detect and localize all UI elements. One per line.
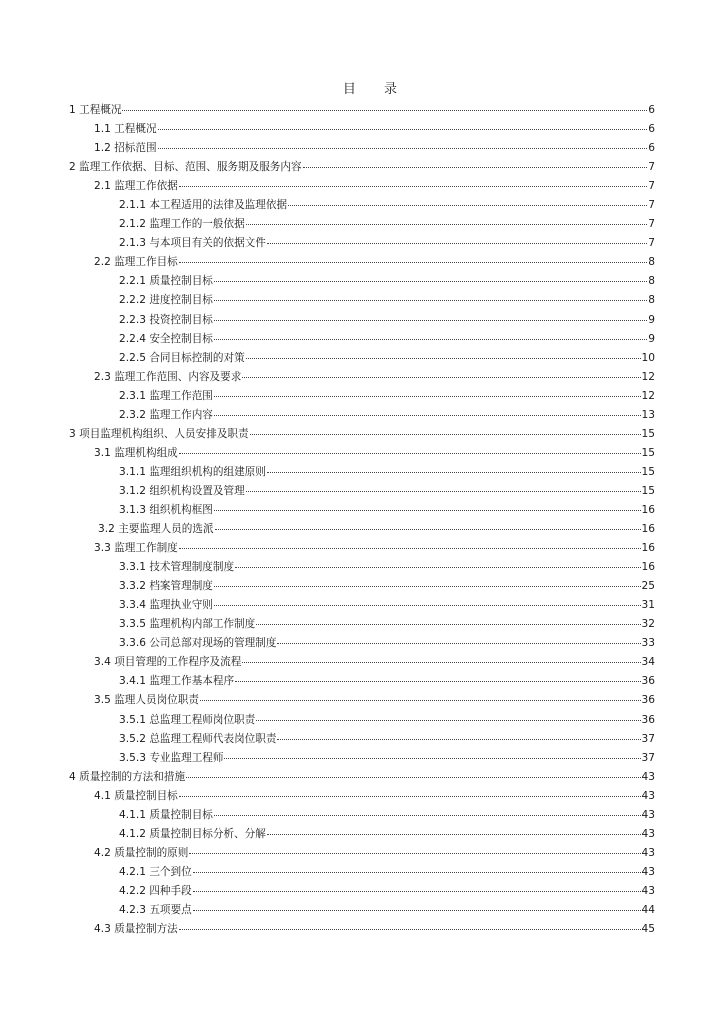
- toc-dot-leader: [193, 909, 641, 911]
- toc-page-number: 43: [641, 770, 655, 783]
- toc-entry[interactable]: [0, 215, 724, 234]
- toc-entry-title: 3.1.1 监理组织机构的组建原则: [119, 465, 266, 478]
- toc-dot-leader: [214, 280, 647, 282]
- toc-dot-leader: [256, 623, 640, 625]
- toc-entry[interactable]: [0, 711, 724, 730]
- toc-entry[interactable]: [0, 730, 724, 749]
- toc-page-number: 34: [641, 656, 655, 669]
- toc-entry[interactable]: [0, 920, 724, 939]
- toc-entry[interactable]: [0, 177, 724, 196]
- toc-entry-title: 3.1 监理机构组成: [94, 446, 178, 459]
- toc-page-number: 7: [648, 218, 655, 231]
- toc-entry-title: 3.4 项目管理的工作程序及流程: [94, 656, 242, 669]
- toc-page-number: 43: [641, 846, 655, 859]
- toc-entry[interactable]: [0, 615, 724, 634]
- toc-entry[interactable]: [0, 139, 724, 158]
- toc-entry[interactable]: [0, 253, 724, 272]
- toc-entry[interactable]: [0, 577, 724, 596]
- toc-entry[interactable]: [0, 901, 724, 920]
- toc-entry-title: 3.4.1 监理工作基本程序: [119, 675, 235, 688]
- toc-entry-title: 3.5.3 专业监理工程师: [119, 751, 224, 764]
- toc-page-number: 7: [648, 237, 655, 250]
- toc-page-number: 36: [641, 694, 655, 707]
- toc-dot-leader: [214, 414, 641, 416]
- toc-page-number: 13: [641, 408, 655, 421]
- toc-entry[interactable]: [0, 330, 724, 349]
- toc-entry-title: 4.2.2 四种手段: [119, 884, 192, 897]
- toc-page-number: 6: [648, 104, 655, 116]
- toc-entry-title: 4 质量控制的方法和措施: [69, 770, 186, 783]
- toc-entry-title: 4.1 质量控制目标: [94, 789, 178, 802]
- toc-dot-leader: [122, 109, 647, 111]
- toc-entry-title: 4.2 质量控制的原则: [94, 846, 189, 859]
- toc-page-number: 37: [641, 751, 655, 764]
- toc-entry[interactable]: [0, 558, 724, 577]
- toc-entry[interactable]: [0, 101, 724, 120]
- toc-entry-title: 2.1 监理工作依据: [94, 180, 178, 193]
- toc-entry-title: 4.1.1 质量控制目标: [119, 808, 213, 821]
- toc-entry[interactable]: [0, 463, 724, 482]
- toc-dot-leader: [214, 319, 647, 321]
- toc-page-number: 16: [641, 503, 655, 516]
- toc-entry[interactable]: [0, 787, 724, 806]
- toc-entry[interactable]: [0, 272, 724, 291]
- toc-entry-title: 2.1.3 与本项目有关的依据文件: [119, 237, 266, 250]
- toc-dot-leader: [179, 547, 641, 549]
- toc-entry-title: 3.2 主要监理人员的选派: [98, 523, 214, 536]
- toc-page-number: 43: [641, 789, 655, 802]
- toc-entry-title: 2.3.2 监理工作内容: [119, 408, 213, 421]
- toc-dot-leader: [179, 261, 647, 263]
- toc-entry[interactable]: [0, 844, 724, 863]
- toc-dot-leader: [256, 719, 640, 721]
- toc-entry-title: 2.1.2 监理工作的一般依据: [119, 218, 245, 231]
- toc-dot-leader: [179, 928, 641, 930]
- toc-entry[interactable]: [0, 520, 724, 539]
- toc-entry[interactable]: [0, 768, 724, 787]
- toc-page-number: 43: [641, 827, 655, 840]
- toc-dot-leader: [214, 338, 647, 340]
- toc-page-number: 8: [648, 275, 655, 288]
- toc-entry-title: 1.1 工程概况: [94, 123, 157, 136]
- toc-entry-title: 2.2.3 投资控制目标: [119, 313, 213, 326]
- toc-dot-leader: [267, 242, 647, 244]
- toc-page-number: 9: [648, 332, 655, 345]
- toc-dot-leader: [193, 871, 641, 873]
- toc-entry[interactable]: [0, 406, 724, 425]
- toc-dot-leader: [189, 852, 640, 854]
- toc-entry[interactable]: [0, 501, 724, 520]
- toc-dot-leader: [242, 376, 640, 378]
- toc-entry-title: 2.2.2 进度控制目标: [119, 294, 213, 307]
- toc-page-number: 7: [648, 161, 655, 174]
- toc-entry-title: 2.3 监理工作范围、内容及要求: [94, 370, 242, 383]
- toc-dot-leader: [179, 452, 641, 454]
- toc-entry[interactable]: [0, 634, 724, 653]
- toc-dot-leader: [193, 890, 641, 892]
- toc-entry[interactable]: [0, 863, 724, 882]
- toc-page-number: 15: [641, 484, 655, 497]
- toc-entry-title: 3.3.5 监理机构内部工作制度: [119, 618, 256, 631]
- toc-dot-leader: [267, 471, 641, 473]
- toc-page-number: 33: [641, 637, 655, 650]
- toc-dot-leader: [158, 128, 648, 130]
- toc-dot-leader: [214, 299, 647, 301]
- toc-entry[interactable]: [0, 158, 724, 177]
- toc-dot-leader: [214, 585, 641, 587]
- toc-dot-leader: [250, 433, 641, 435]
- toc-dot-leader: [277, 738, 640, 740]
- toc-entry[interactable]: [0, 120, 724, 139]
- toc-page-number: 16: [641, 523, 655, 536]
- toc-entry[interactable]: [0, 806, 724, 825]
- toc-page-number: 15: [641, 465, 655, 478]
- toc-entry-title: 3.3 监理工作制度: [94, 542, 178, 555]
- toc-page-number: 44: [641, 903, 655, 916]
- toc-dot-leader: [214, 395, 641, 397]
- toc-entry-title: 3.3.1 技术管理制度制度: [119, 561, 235, 574]
- toc-entry[interactable]: [0, 425, 724, 444]
- toc-page-number: 31: [641, 599, 655, 612]
- toc-entry-title: 2.2.5 合同目标控制的对策: [119, 351, 245, 364]
- toc-entry[interactable]: [0, 311, 724, 330]
- toc-entry-title: 3.3.2 档案管理制度: [119, 580, 213, 593]
- toc-entry-title: 3.3.4 监理执业守则: [119, 599, 213, 612]
- toc-dot-leader: [179, 795, 641, 797]
- toc-page-number: 8: [648, 294, 655, 307]
- toc-page-number: 43: [641, 884, 655, 897]
- toc-entry[interactable]: [0, 672, 724, 691]
- toc-page-number: 16: [641, 542, 655, 555]
- toc-entry[interactable]: [0, 349, 724, 368]
- toc-entry[interactable]: [0, 368, 724, 387]
- toc-dot-leader: [215, 528, 641, 530]
- toc-entry[interactable]: [0, 653, 724, 672]
- toc-entry-title: 2.2.1 质量控制目标: [119, 275, 213, 288]
- toc-dot-leader: [186, 776, 640, 778]
- toc-page-number: 32: [641, 618, 655, 631]
- toc-dot-leader: [277, 642, 640, 644]
- toc-entry-title: 2.2 监理工作目标: [94, 256, 178, 269]
- toc-page-number: 7: [648, 199, 655, 212]
- toc-entry-title: 1 工程概况: [69, 104, 122, 116]
- toc-page-number: 12: [641, 389, 655, 402]
- toc-dot-leader: [214, 604, 641, 606]
- toc-page-number: 16: [641, 561, 655, 574]
- toc-page-number: 12: [641, 370, 655, 383]
- toc-entry[interactable]: [0, 196, 724, 215]
- toc-dot-leader: [235, 566, 640, 568]
- toc-entry-title: 2.2.4 安全控制目标: [119, 332, 213, 345]
- toc-entry[interactable]: [0, 482, 724, 501]
- toc-dot-leader: [288, 204, 647, 206]
- toc-entry-title: 1.2 招标范围: [94, 142, 157, 155]
- toc-entry-title: 2 监理工作依据、目标、范围、服务期及服务内容: [69, 161, 302, 174]
- toc-dot-leader: [214, 509, 641, 511]
- toc-page-number: 8: [648, 256, 655, 269]
- toc-entry[interactable]: [0, 596, 724, 615]
- toc-entry-title: 4.1.2 质量控制目标分析、分解: [119, 827, 266, 840]
- toc-page-number: 43: [641, 808, 655, 821]
- toc-entry[interactable]: [0, 234, 724, 253]
- toc-entry-title: 3 项目监理机构组织、人员安排及职责: [69, 427, 249, 440]
- toc-entry[interactable]: [0, 825, 724, 844]
- toc-dot-leader: [224, 757, 640, 759]
- toc-entry-title: 4.2.1 三个到位: [119, 865, 192, 878]
- toc-dot-leader: [235, 680, 640, 682]
- toc-page-number: 9: [648, 313, 655, 326]
- toc-entry-title: 4.2.3 五项要点: [119, 903, 192, 916]
- toc-page-number: 6: [648, 123, 655, 136]
- toc-entry[interactable]: [0, 444, 724, 463]
- toc-page-number: 15: [641, 446, 655, 459]
- toc-entry-title: 2.3.1 监理工作范围: [119, 389, 213, 402]
- toc-entry[interactable]: [0, 387, 724, 406]
- toc-entry-title: 3.3.6 公司总部对现场的管理制度: [119, 637, 277, 650]
- toc-dot-leader: [214, 814, 641, 816]
- toc-page-number: 6: [648, 142, 655, 155]
- toc-dot-leader: [246, 223, 648, 225]
- toc-entry-title: 3.5 监理人员岗位职责: [94, 694, 199, 707]
- toc-list: [0, 101, 724, 939]
- toc-entry-title: 3.1.3 组织机构框图: [119, 503, 213, 516]
- toc-dot-leader: [200, 699, 641, 701]
- toc-entry[interactable]: [0, 291, 724, 310]
- toc-entry-title: 3.1.2 组织机构设置及管理: [119, 484, 245, 497]
- toc-dot-leader: [303, 166, 648, 168]
- toc-entry-title: 3.5.1 总监理工程师岗位职责: [119, 713, 256, 726]
- toc-page-number: 37: [641, 732, 655, 745]
- toc-dot-leader: [179, 185, 647, 187]
- toc-page-number: 7: [648, 180, 655, 193]
- toc-entry[interactable]: [0, 539, 724, 558]
- toc-dot-leader: [267, 833, 641, 835]
- toc-page-number: 36: [641, 675, 655, 688]
- toc-page-number: 15: [641, 427, 655, 440]
- toc-page-number: 10: [641, 351, 655, 364]
- toc-entry-title: 4.3 质量控制方法: [94, 923, 178, 936]
- toc-entry[interactable]: [0, 882, 724, 901]
- toc-title: 目 录: [342, 82, 410, 97]
- toc-entry[interactable]: [0, 749, 724, 768]
- toc-page-number: 45: [641, 923, 655, 936]
- toc-entry[interactable]: [0, 691, 724, 710]
- toc-page-number: 36: [641, 713, 655, 726]
- toc-dot-leader: [246, 357, 641, 359]
- toc-page-number: 43: [641, 865, 655, 878]
- toc-entry-title: 2.1.1 本工程适用的法律及监理依据: [119, 199, 288, 212]
- toc-dot-leader: [246, 490, 641, 492]
- toc-page-number: 25: [641, 580, 655, 593]
- toc-entry-title: 3.5.2 总监理工程师代表岗位职责: [119, 732, 277, 745]
- toc-dot-leader: [242, 661, 640, 663]
- toc-dot-leader: [158, 147, 648, 149]
